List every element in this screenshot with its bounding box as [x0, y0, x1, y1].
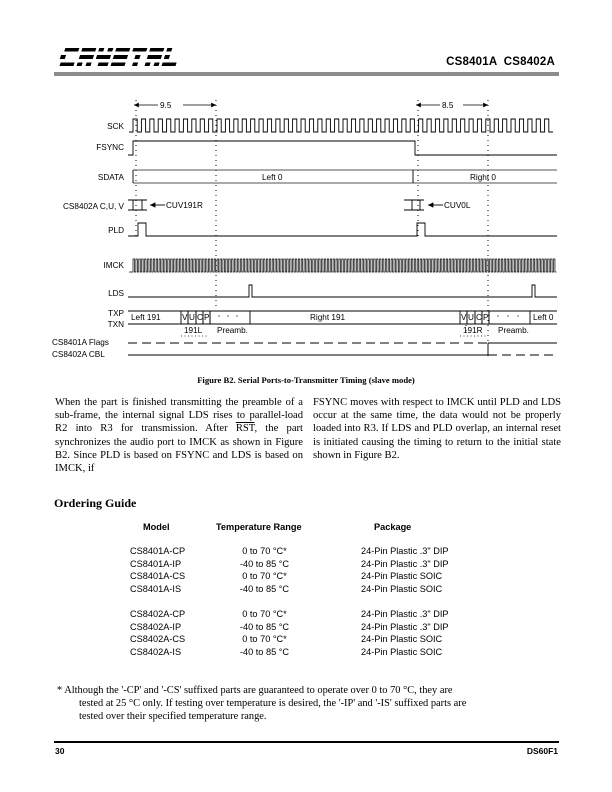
ordering-guide-title: Ordering Guide — [54, 496, 137, 510]
tx-left0: Left 0 — [533, 313, 554, 322]
table-row-package: 24-Pin Plastic .3" DIP — [361, 546, 449, 556]
dimension-8-5: 8.5 — [442, 101, 454, 110]
fsync-waveform — [128, 141, 557, 155]
bit-u-right: U — [468, 313, 474, 322]
label-cbl: CS8402A CBL — [52, 350, 105, 359]
lds-waveform — [128, 285, 557, 297]
table-row-model: CS8401A-CP — [130, 546, 186, 556]
bit-v-left: V — [182, 313, 188, 322]
preamb-right: Preamb. — [498, 326, 529, 335]
crystal-logo — [57, 46, 185, 68]
table-row-package: 24-Pin Plastic .3" DIP — [361, 558, 449, 569]
cuv191r-label: CUV191R — [166, 201, 203, 210]
table-row-model: CS8402A-IS — [130, 646, 182, 657]
header-part-numbers: CS8401A CS8402A — [446, 56, 555, 68]
body-left-column — [55, 396, 303, 475]
imck-waveform — [129, 259, 556, 272]
column-header-package: Package — [374, 522, 412, 532]
sdata-left0: Left 0 — [262, 173, 283, 182]
figure-caption: Figure B2. Serial Ports-to-Transmitter Timing (slave mode) — [197, 375, 415, 385]
table-row-temp: -40 to 85 °C — [239, 558, 290, 569]
table-row-package: 24-Pin Plastic SOIC — [361, 646, 443, 657]
footnote-line-3: tested over their specified temperature range. — [79, 711, 267, 722]
label-lds: LDS — [108, 289, 124, 298]
footer-rule — [54, 741, 559, 743]
footnote-line-1: * Although the '-CP' and '-CS' suffixed parts are guaranteed to operate over 0 to 70 °C, they are — [57, 685, 453, 696]
table-row-model: CS8401A-CS — [130, 571, 186, 581]
sdata-right0: Right 0 — [470, 173, 496, 182]
label-191l: 191L — [184, 326, 203, 335]
label-cuv: CS8402A C,U, V — [63, 202, 124, 211]
page-number: 30 — [55, 746, 65, 756]
table-row-model: CS8402A-CS — [130, 634, 186, 644]
label-pld: PLD — [108, 226, 124, 235]
table-row-temp: 0 to 70 °C* — [242, 609, 287, 619]
bit-u-left: U — [189, 313, 195, 322]
body-left-text-1: When the part is finished transmitting the preamble of a sub-frame, the internal signal LDS rises to parallel-load R2 into R3 for transmission. After — [55, 397, 303, 435]
document-id: DS60F1 — [526, 746, 558, 756]
timing-diagram — [0, 95, 612, 365]
preamb-left: Preamb. — [217, 326, 248, 335]
bit-c-right: C — [476, 313, 482, 322]
footnote — [57, 684, 562, 723]
cuv0l-label: CUV0L — [444, 201, 471, 210]
sck-waveform — [129, 119, 553, 132]
tx-right191: Right 191 — [310, 313, 346, 322]
table-row-model: CS8402A-CP — [130, 609, 186, 619]
bit-p-right: P — [483, 313, 489, 322]
label-imck: IMCK — [103, 261, 124, 270]
bit-c-left: C — [197, 313, 203, 322]
column-header-temperature: Temperature Range — [216, 522, 302, 532]
table-row-temp: 0 to 70 °C* — [242, 571, 287, 581]
label-fsync: FSYNC — [96, 143, 124, 152]
label-txp: TXP — [108, 309, 124, 318]
body-left-text-2: , the part synchronizes the audio port to IMCK as shown in Figure B2. Since PLD is based on FSYNC and LDS is based on IMCK, if — [55, 423, 303, 475]
label-flags: CS8401A Flags — [52, 338, 109, 347]
bit-p-left: P — [204, 313, 210, 322]
table-row-package: 24-Pin Plastic .3" DIP — [361, 609, 449, 619]
table-row-package: 24-Pin Plastic SOIC — [361, 583, 443, 594]
header-rule — [54, 72, 559, 76]
bit-v-right: V — [461, 313, 467, 322]
label-txn: TXN — [107, 320, 124, 329]
body-right-column: FSYNC moves with respect to IMCK until PLD and LDS occur at the same time, the data would not be properly loaded into R3. If LDS and PLD overlap, an internal reset is initiated causing the timing to return to the initial state shown in Figure B2. — [313, 397, 561, 461]
table-row-temp: -40 to 85 °C — [239, 621, 290, 632]
table-row-temp: -40 to 85 °C — [239, 583, 290, 594]
table-row-package: 24-Pin Plastic SOIC — [361, 571, 443, 581]
table-row-temp: 0 to 70 °C* — [242, 634, 287, 644]
table-row-temp: -40 to 85 °C — [239, 646, 290, 657]
dimension-9-5: 9.5 — [160, 101, 172, 110]
table-row-model: CS8402A-IP — [130, 621, 182, 632]
table-row-package: 24-Pin Plastic SOIC — [361, 634, 443, 644]
table-row-package: 24-Pin Plastic .3" DIP — [361, 621, 449, 632]
tx-left191: Left 191 — [131, 313, 161, 322]
rst-signal: $\overline{RST}$ — [235, 423, 255, 435]
label-sck: SCK — [107, 122, 124, 131]
label-sdata: SDATA — [97, 173, 124, 182]
pld-waveform — [128, 223, 557, 236]
footnote-line-2: tested at 25 °C only. If testing over temperature is desired, the '-IP' and '-IS' suffixed parts are — [79, 698, 467, 709]
column-header-model: Model — [143, 522, 170, 532]
label-191r: 191R — [463, 326, 483, 335]
table-row-model: CS8401A-IP — [130, 558, 182, 569]
table-row-temp: 0 to 70 °C* — [242, 546, 287, 556]
table-row-model: CS8401A-IS — [130, 583, 182, 594]
